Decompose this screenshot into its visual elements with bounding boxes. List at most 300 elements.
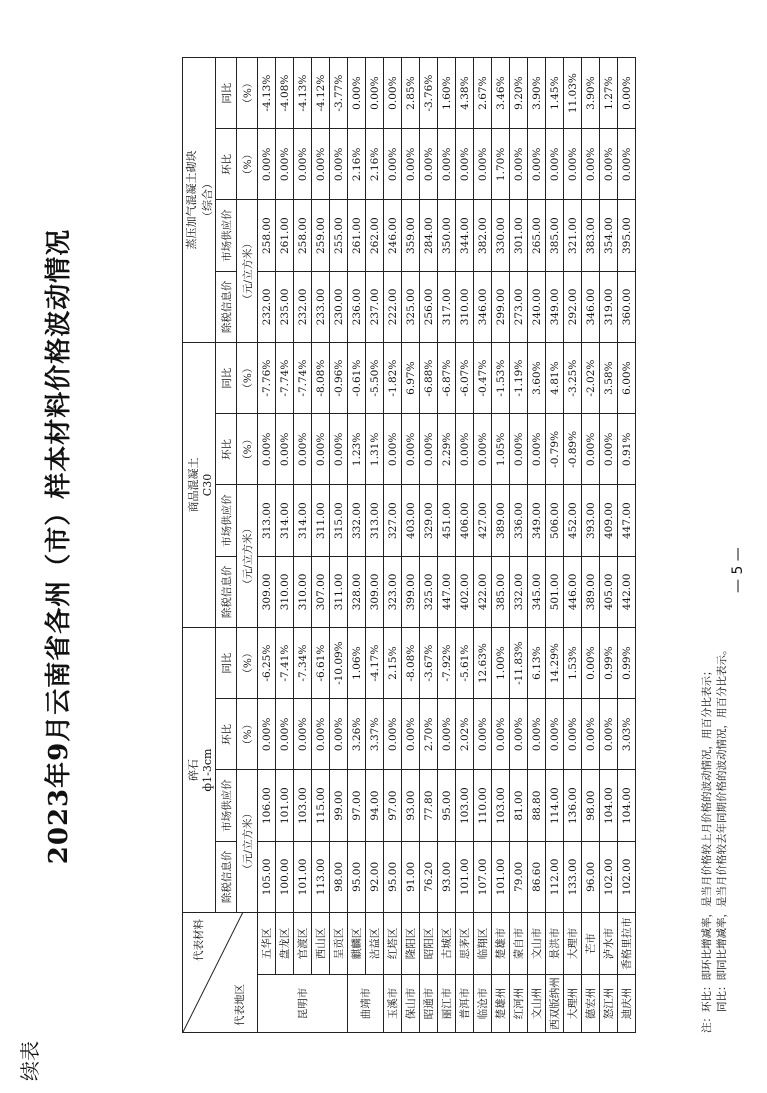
- value-cell: 103.00: [456, 770, 474, 841]
- value-cell: 113.00: [312, 841, 330, 912]
- value-cell: 393.00: [582, 485, 600, 556]
- value-cell: 3.90%: [528, 58, 546, 129]
- value-cell: 0.00%: [510, 129, 528, 200]
- value-cell: 0.00%: [330, 699, 348, 770]
- value-cell: 261.00: [348, 200, 366, 271]
- city-cell: 昆明市: [258, 975, 348, 1033]
- district-cell: 沾益区: [366, 913, 384, 975]
- value-cell: 299.00: [492, 271, 510, 342]
- value-cell: 406.00: [456, 485, 474, 556]
- value-cell: 0.00%: [276, 699, 294, 770]
- district-cell: 红塔区: [384, 913, 402, 975]
- value-cell: 399.00: [402, 556, 420, 627]
- city-cell: 普洱市: [456, 975, 474, 1033]
- value-cell: 0.00%: [582, 699, 600, 770]
- value-cell: 350.00: [438, 200, 456, 271]
- value-cell: 2.16%: [366, 129, 384, 200]
- value-cell: 0.00%: [618, 58, 636, 129]
- value-cell: 1.53%: [564, 628, 582, 699]
- value-cell: 222.00: [384, 271, 402, 342]
- district-cell: 文山市: [528, 913, 546, 975]
- column-header-yoy-1: 同比: [216, 343, 237, 414]
- value-cell: -4.17%: [366, 628, 384, 699]
- value-cell: 2.70%: [420, 699, 438, 770]
- value-cell: -3.77%: [330, 58, 348, 129]
- value-cell: 2.15%: [384, 628, 402, 699]
- table-row: [492, 58, 510, 1033]
- corner-region-label: 代表地区: [234, 984, 246, 1026]
- value-cell: 325.00: [420, 556, 438, 627]
- value-cell: -0.96%: [330, 343, 348, 414]
- value-cell: 3.03%: [618, 699, 636, 770]
- table-row: [438, 58, 456, 1033]
- page-number: — 5 —: [730, 547, 746, 593]
- value-cell: 1.60%: [438, 58, 456, 129]
- value-cell: 258.00: [294, 200, 312, 271]
- value-cell: 0.99%: [618, 628, 636, 699]
- value-cell: -0.47%: [474, 343, 492, 414]
- value-cell: 235.00: [276, 271, 294, 342]
- value-cell: 307.00: [312, 556, 330, 627]
- value-cell: 327.00: [384, 485, 402, 556]
- value-cell: 273.00: [510, 271, 528, 342]
- value-cell: 101.00: [492, 841, 510, 912]
- value-cell: 409.00: [600, 485, 618, 556]
- value-cell: 349.00: [528, 485, 546, 556]
- district-cell: 西山区: [312, 913, 330, 975]
- table-row: [294, 58, 312, 1033]
- value-cell: 321.00: [564, 200, 582, 271]
- value-cell: 292.00: [564, 271, 582, 342]
- value-cell: -3.76%: [420, 58, 438, 129]
- value-cell: 389.00: [582, 556, 600, 627]
- value-cell: 402.00: [456, 556, 474, 627]
- corner-cell: [183, 913, 258, 1033]
- table-row: [510, 58, 528, 1033]
- district-cell: 盘龙区: [276, 913, 294, 975]
- value-cell: 76.20: [420, 841, 438, 912]
- value-cell: 3.60%: [528, 343, 546, 414]
- value-cell: -7.41%: [276, 628, 294, 699]
- value-cell: 12.63%: [474, 628, 492, 699]
- value-cell: 0.00%: [330, 414, 348, 485]
- value-cell: 98.00: [330, 841, 348, 912]
- district-cell: 隆阳区: [402, 913, 420, 975]
- value-cell: 2.16%: [348, 129, 366, 200]
- table-row: [348, 58, 366, 1033]
- value-cell: 95.00: [384, 841, 402, 912]
- district-cell: 昭阳区: [420, 913, 438, 975]
- value-cell: 101.00: [456, 841, 474, 912]
- value-cell: -1.53%: [492, 343, 510, 414]
- value-cell: 232.00: [258, 271, 276, 342]
- value-cell: -6.88%: [420, 343, 438, 414]
- table-row: [600, 58, 618, 1033]
- value-cell: 92.00: [366, 841, 384, 912]
- value-cell: 104.00: [618, 770, 636, 841]
- value-cell: 93.00: [402, 770, 420, 841]
- value-cell: 328.00: [348, 556, 366, 627]
- column-header-tax-1: 除税信息价: [216, 556, 237, 627]
- value-cell: 95.00: [348, 841, 366, 912]
- value-cell: 0.00%: [384, 129, 402, 200]
- value-cell: 0.00%: [438, 699, 456, 770]
- value-cell: 385.00: [546, 200, 564, 271]
- value-cell: -4.13%: [258, 58, 276, 129]
- value-cell: 103.00: [294, 770, 312, 841]
- value-cell: -4.08%: [276, 58, 294, 129]
- table-row: [528, 58, 546, 1033]
- value-cell: 0.00%: [258, 414, 276, 485]
- city-cell: 楚雄州: [492, 975, 510, 1033]
- value-cell: 0.00%: [276, 414, 294, 485]
- value-cell: 0.00%: [294, 699, 312, 770]
- table-row: [330, 58, 348, 1033]
- value-cell: 0.00%: [384, 699, 402, 770]
- value-cell: 102.00: [618, 841, 636, 912]
- value-cell: 0.00%: [456, 414, 474, 485]
- value-cell: 0.00%: [582, 414, 600, 485]
- value-cell: 2.85%: [402, 58, 420, 129]
- value-cell: 1.27%: [600, 58, 618, 129]
- city-cell: 迪庆州: [618, 975, 636, 1033]
- value-cell: 265.00: [528, 200, 546, 271]
- value-cell: 0.00%: [384, 414, 402, 485]
- value-cell: -6.07%: [456, 343, 474, 414]
- value-cell: 345.00: [528, 556, 546, 627]
- value-cell: -8.08%: [402, 628, 420, 699]
- value-cell: 332.00: [510, 556, 528, 627]
- value-cell: -3.25%: [564, 343, 582, 414]
- value-cell: 3.90%: [582, 58, 600, 129]
- value-cell: 91.00: [402, 841, 420, 912]
- footnote-yoy: 同比：即同比增减率，是当月价格较去年同期价格的波动情况，用百分比表示。: [716, 644, 728, 1033]
- value-cell: 136.00: [564, 770, 582, 841]
- district-cell: 大理市: [564, 913, 582, 975]
- city-cell: 红河州: [510, 975, 528, 1033]
- value-cell: 317.00: [438, 271, 456, 342]
- value-cell: 0.00%: [276, 129, 294, 200]
- value-cell: 385.00: [492, 556, 510, 627]
- city-cell: 丽江市: [438, 975, 456, 1033]
- city-cell: 西双版纳州: [546, 975, 564, 1033]
- value-cell: 1.00%: [492, 628, 510, 699]
- value-cell: 336.00: [510, 485, 528, 556]
- value-cell: 422.00: [474, 556, 492, 627]
- value-cell: 2.02%: [456, 699, 474, 770]
- value-cell: 310.00: [276, 556, 294, 627]
- value-cell: 360.00: [618, 271, 636, 342]
- table-row: [366, 58, 384, 1033]
- material-header-0: 碎石 ф1-3cm: [183, 628, 216, 913]
- value-cell: 329.00: [420, 485, 438, 556]
- value-cell: 0.00%: [582, 129, 600, 200]
- value-cell: -7.76%: [258, 343, 276, 414]
- value-cell: 1.31%: [366, 414, 384, 485]
- value-cell: 262.00: [366, 200, 384, 271]
- value-cell: 0.00%: [618, 129, 636, 200]
- value-cell: 405.00: [600, 556, 618, 627]
- value-cell: 0.00%: [312, 129, 330, 200]
- column-header-tax-2: 除税信息价: [216, 271, 237, 342]
- value-cell: 309.00: [258, 556, 276, 627]
- value-cell: 301.00: [510, 200, 528, 271]
- value-cell: 0.00%: [420, 129, 438, 200]
- column-header-mom-2: 环比: [216, 129, 237, 200]
- value-cell: -8.08%: [312, 343, 330, 414]
- value-cell: 0.00%: [348, 58, 366, 129]
- value-cell: 452.00: [564, 485, 582, 556]
- value-cell: -7.92%: [438, 628, 456, 699]
- value-cell: 346.00: [474, 271, 492, 342]
- value-cell: 0.00%: [312, 699, 330, 770]
- value-cell: -0.61%: [348, 343, 366, 414]
- table-row: [258, 58, 276, 1033]
- value-cell: 0.00%: [402, 699, 420, 770]
- value-cell: 112.00: [546, 841, 564, 912]
- value-cell: 97.00: [348, 770, 366, 841]
- value-cell: 79.00: [510, 841, 528, 912]
- value-cell: 446.00: [564, 556, 582, 627]
- district-cell: 五华区: [258, 913, 276, 975]
- value-cell: 2.67%: [474, 58, 492, 129]
- value-cell: 230.00: [330, 271, 348, 342]
- city-cell: 玉溪市: [384, 975, 402, 1033]
- city-cell: 保山市: [402, 975, 420, 1033]
- value-cell: 133.00: [564, 841, 582, 912]
- column-header-market-2: 市场供应价: [216, 200, 237, 271]
- value-cell: 0.00%: [582, 628, 600, 699]
- district-cell: 思茅区: [456, 913, 474, 975]
- value-cell: 3.37%: [366, 699, 384, 770]
- page-title: 2023年9月云南省各州（市）样本材料价格波动情况: [44, 228, 74, 865]
- value-cell: 6.00%: [618, 343, 636, 414]
- table-row: [420, 58, 438, 1033]
- value-cell: 0.00%: [564, 699, 582, 770]
- value-cell: 0.00%: [474, 129, 492, 200]
- value-cell: 284.00: [420, 200, 438, 271]
- table-row: [384, 58, 402, 1033]
- value-cell: 1.70%: [492, 129, 510, 200]
- value-cell: 77.80: [420, 770, 438, 841]
- column-header-yoy-0: 同比: [216, 628, 237, 699]
- value-cell: 0.99%: [600, 628, 618, 699]
- value-cell: 95.00: [438, 770, 456, 841]
- value-cell: -6.61%: [312, 628, 330, 699]
- value-cell: 94.00: [366, 770, 384, 841]
- value-cell: -3.67%: [420, 628, 438, 699]
- value-cell: 0.00%: [294, 129, 312, 200]
- value-cell: 1.05%: [492, 414, 510, 485]
- unit-pct-1-1: （%）: [237, 343, 258, 414]
- value-cell: 114.00: [546, 770, 564, 841]
- unit-pct-0-1: （%）: [237, 628, 258, 699]
- value-cell: 0.00%: [546, 699, 564, 770]
- value-cell: 105.00: [258, 841, 276, 912]
- value-cell: 81.00: [510, 770, 528, 841]
- value-cell: 0.00%: [258, 699, 276, 770]
- value-cell: 389.00: [492, 485, 510, 556]
- district-cell: 呈贡区: [330, 913, 348, 975]
- district-cell: 古城区: [438, 913, 456, 975]
- value-cell: 403.00: [402, 485, 420, 556]
- value-cell: 106.00: [258, 770, 276, 841]
- column-header-yoy-2: 同比: [216, 58, 237, 129]
- material-header-2: 蒸压加气混凝土砌块 （综合）: [183, 58, 216, 343]
- table-body: [258, 58, 636, 1033]
- value-cell: 0.00%: [456, 129, 474, 200]
- value-cell: -7.74%: [276, 343, 294, 414]
- value-cell: 311.00: [312, 485, 330, 556]
- value-cell: 1.06%: [348, 628, 366, 699]
- value-cell: 0.00%: [258, 129, 276, 200]
- value-cell: 1.23%: [348, 414, 366, 485]
- table-row: [402, 58, 420, 1033]
- value-cell: 2.29%: [438, 414, 456, 485]
- value-cell: 0.00%: [438, 129, 456, 200]
- value-cell: 427.00: [474, 485, 492, 556]
- footnote-mom: 注：环比：即环比增减率，是当月价格较上月价格的波动情况，用百分比表示；: [701, 665, 713, 1033]
- value-cell: 99.00: [330, 770, 348, 841]
- value-cell: 314.00: [294, 485, 312, 556]
- value-cell: 0.00%: [528, 414, 546, 485]
- table-row: [564, 58, 582, 1033]
- column-header-row: [216, 58, 237, 1033]
- value-cell: -2.02%: [582, 343, 600, 414]
- value-cell: -6.25%: [258, 628, 276, 699]
- value-cell: -7.34%: [294, 628, 312, 699]
- city-cell: 临沧市: [474, 975, 492, 1033]
- value-cell: 359.00: [402, 200, 420, 271]
- value-cell: 101.00: [276, 770, 294, 841]
- value-cell: 93.00: [438, 841, 456, 912]
- district-cell: 麒麟区: [348, 913, 366, 975]
- unit-pct-2-1: （%）: [237, 58, 258, 129]
- unit-price-1: （元/立方米）: [237, 485, 258, 628]
- district-cell: 官渡区: [294, 913, 312, 975]
- value-cell: 236.00: [348, 271, 366, 342]
- value-cell: 442.00: [618, 556, 636, 627]
- value-cell: 313.00: [366, 485, 384, 556]
- corner-material-label: 代表材料: [193, 919, 205, 961]
- value-cell: 100.00: [276, 841, 294, 912]
- value-cell: -11.83%: [510, 628, 528, 699]
- value-cell: 0.00%: [528, 699, 546, 770]
- value-cell: 325.00: [402, 271, 420, 342]
- value-cell: -6.87%: [438, 343, 456, 414]
- table-row: [546, 58, 564, 1033]
- value-cell: 330.00: [492, 200, 510, 271]
- value-cell: 313.00: [258, 485, 276, 556]
- value-cell: 88.80: [528, 770, 546, 841]
- value-cell: 14.29%: [546, 628, 564, 699]
- price-table: [182, 57, 636, 1033]
- value-cell: 332.00: [348, 485, 366, 556]
- value-cell: 0.00%: [402, 129, 420, 200]
- value-cell: 110.00: [474, 770, 492, 841]
- value-cell: 6.97%: [402, 343, 420, 414]
- value-cell: 354.00: [600, 200, 618, 271]
- value-cell: 383.00: [582, 200, 600, 271]
- value-cell: 451.00: [438, 485, 456, 556]
- value-cell: 0.91%: [618, 414, 636, 485]
- value-cell: 258.00: [258, 200, 276, 271]
- value-cell: 0.00%: [474, 414, 492, 485]
- city-cell: 大理州: [564, 975, 582, 1033]
- value-cell: 0.00%: [294, 414, 312, 485]
- value-cell: -5.50%: [366, 343, 384, 414]
- value-cell: 86.60: [528, 841, 546, 912]
- city-cell: 怒江州: [600, 975, 618, 1033]
- value-cell: 311.00: [330, 556, 348, 627]
- value-cell: 3.26%: [348, 699, 366, 770]
- value-cell: 0.00%: [474, 699, 492, 770]
- district-cell: 临翔区: [474, 913, 492, 975]
- value-cell: 344.00: [456, 200, 474, 271]
- value-cell: -5.61%: [456, 628, 474, 699]
- unit-header-row: [237, 58, 258, 1033]
- value-cell: 240.00: [528, 271, 546, 342]
- district-cell: 芒市: [582, 913, 600, 975]
- material-header-1: 商品混凝土 C30: [183, 343, 216, 628]
- district-cell: 蒙自市: [510, 913, 528, 975]
- value-cell: 0.00%: [600, 129, 618, 200]
- value-cell: 346.00: [582, 271, 600, 342]
- value-cell: 323.00: [384, 556, 402, 627]
- value-cell: 102.00: [600, 841, 618, 912]
- value-cell: 0.00%: [564, 129, 582, 200]
- value-cell: 0.00%: [492, 699, 510, 770]
- value-cell: 6.13%: [528, 628, 546, 699]
- value-cell: 255.00: [330, 200, 348, 271]
- value-cell: 447.00: [438, 556, 456, 627]
- value-cell: 96.00: [582, 841, 600, 912]
- value-cell: 104.00: [600, 770, 618, 841]
- value-cell: 101.00: [294, 841, 312, 912]
- value-cell: -7.74%: [294, 343, 312, 414]
- value-cell: 115.00: [312, 770, 330, 841]
- value-cell: -1.19%: [510, 343, 528, 414]
- continued-label: 续表: [18, 1041, 42, 1081]
- value-cell: -10.09%: [330, 628, 348, 699]
- value-cell: 107.00: [474, 841, 492, 912]
- value-cell: 9.20%: [510, 58, 528, 129]
- value-cell: -0.89%: [564, 414, 582, 485]
- value-cell: 11.03%: [564, 58, 582, 129]
- column-header-market-0: 市场供应价: [216, 770, 237, 841]
- table-row: [618, 58, 636, 1033]
- value-cell: 232.00: [294, 271, 312, 342]
- value-cell: 0.00%: [330, 129, 348, 200]
- city-cell: 曲靖市: [348, 975, 384, 1033]
- value-cell: 506.00: [546, 485, 564, 556]
- value-cell: 256.00: [420, 271, 438, 342]
- column-header-mom-0: 环比: [216, 699, 237, 770]
- district-cell: 泸水市: [600, 913, 618, 975]
- unit-pct-1-0: （%）: [237, 414, 258, 485]
- value-cell: 0.00%: [402, 414, 420, 485]
- table-row: [474, 58, 492, 1033]
- column-header-market-1: 市场供应价: [216, 485, 237, 556]
- value-cell: 0.00%: [528, 129, 546, 200]
- city-cell: 昭通市: [420, 975, 438, 1033]
- value-cell: 0.00%: [384, 58, 402, 129]
- unit-pct-2-0: （%）: [237, 129, 258, 200]
- unit-price-2: （元/立方米）: [237, 200, 258, 343]
- value-cell: 4.81%: [546, 343, 564, 414]
- column-header-tax-0: 除税信息价: [216, 841, 237, 912]
- unit-price-0: （元/立方米）: [237, 770, 258, 913]
